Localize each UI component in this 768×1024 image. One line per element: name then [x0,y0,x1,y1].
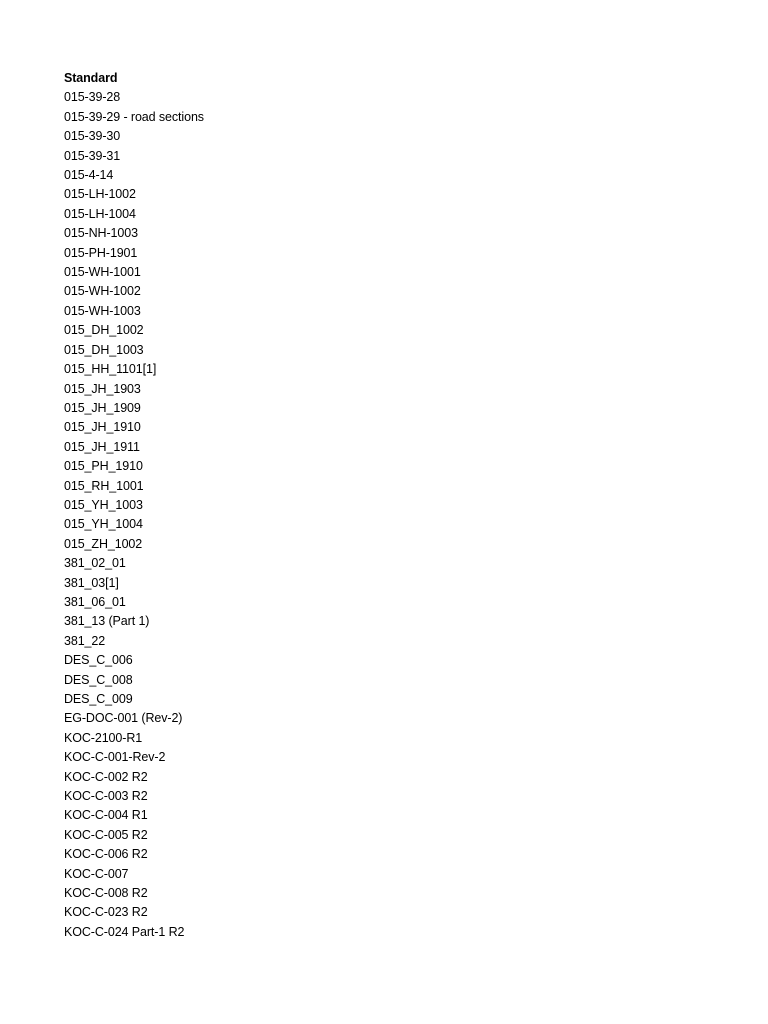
list-item: 381_03[1] [64,575,119,590]
list-item: 015_JH_1903 [64,381,141,396]
list-item: 015-39-30 [64,129,121,144]
list-item: 015-39-29 - road sections [64,109,204,124]
list-item: DES_C_006 [64,653,133,668]
list-item: 015_RH_1001 [64,478,144,493]
list-heading: Standard [64,71,118,85]
list-item: 015_ZH_1002 [64,536,143,551]
list-item: KOC-C-003 R2 [64,789,148,804]
list-item: 015_JH_1910 [64,420,141,435]
list-item: 015-39-28 [64,90,121,105]
list-item: KOC-C-001-Rev-2 [64,750,166,765]
list-item: 015_JH_1911 [64,439,140,454]
list-item: 015-39-31 [64,148,121,163]
list-item: 381_06_01 [64,594,126,609]
list-item: 381_02_01 [64,556,126,571]
list-item: KOC-2100-R1 [64,730,143,745]
list-item: KOC-C-008 R2 [64,886,148,901]
list-item: 381_13 (Part 1) [64,614,150,629]
list-item: 015_DH_1003 [64,342,144,357]
list-item: KOC-C-006 R2 [64,847,148,862]
list-item: 381_22 [64,633,106,648]
list-item: KOC-C-004 R1 [64,808,148,823]
standards-list [64,69,204,942]
list-item: KOC-C-023 R2 [64,905,148,920]
list-item: KOC-C-007 [64,866,129,881]
list-item: 015-LH-1002 [64,187,136,202]
list-item: KOC-C-002 R2 [64,769,148,784]
list-item: 015-WH-1001 [64,265,141,280]
list-item: KOC-C-024 Part-1 R2 [64,924,185,939]
list-item: 015-NH-1003 [64,226,138,241]
list-item: 015-4-14 [64,168,114,183]
list-item: 015-WH-1003 [64,303,141,318]
list-item: 015_YH_1003 [64,497,143,512]
list-item: 015-WH-1002 [64,284,141,299]
list-item: 015-LH-1004 [64,206,136,221]
list-item: 015_JH_1909 [64,400,141,415]
list-item: KOC-C-005 R2 [64,827,148,842]
list-item: 015-PH-1901 [64,245,138,260]
list-item: DES_C_008 [64,672,133,687]
list-item: 015_YH_1004 [64,517,143,532]
list-item: 015_PH_1910 [64,459,143,474]
list-item: 015_DH_1002 [64,323,144,338]
list-item: 015_HH_1101[1] [64,362,157,377]
list-item: EG-DOC-001 (Rev-2) [64,711,183,726]
list-item: DES_C_009 [64,692,133,706]
